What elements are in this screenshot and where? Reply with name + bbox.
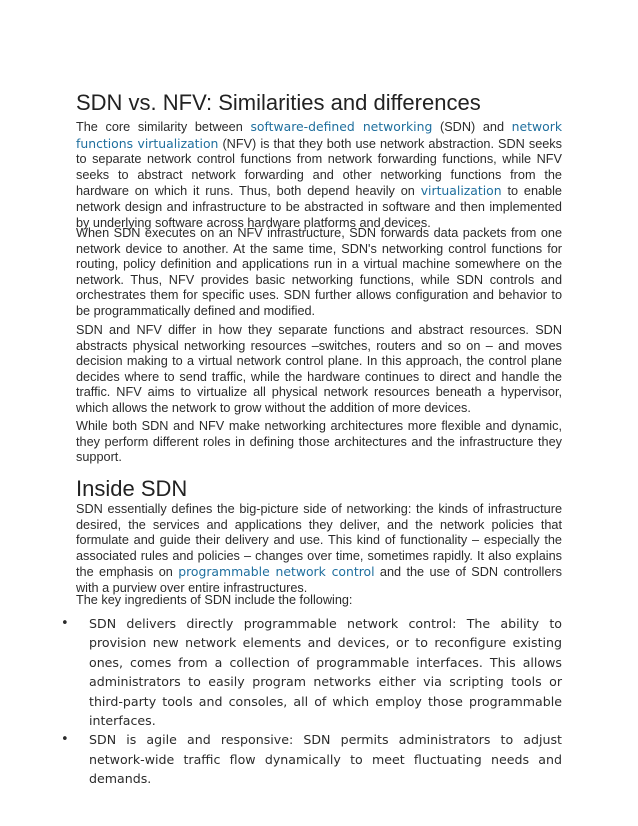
paragraph-key-ingredients: The key ingredients of SDN include the following: xyxy=(76,593,353,607)
paragraph-text: The core similarity between xyxy=(76,120,251,134)
paragraph-sdn-on-nfv: When SDN executes on an NFV infrastructure, SDN forwards data packets from one network device to another. At the same time, SDN's networking control functions for routing, policy definition and applications run in a virtual machine somewhere on the network. Thus, NFV provides basic networking functions, while SDN controls and orchestrates them for specific uses. SDN further allows configuration and behavior to be programmatically defined and modified. xyxy=(76,226,562,318)
bullet-icon: • xyxy=(61,732,69,748)
paragraph-text: to enable network design and infrastructure to be abstracted in software and then implemented by underlying software across hardware platforms and devices. xyxy=(76,184,562,230)
paragraph-core-similarity xyxy=(76,119,562,231)
paragraph-text: (SDN) and xyxy=(432,120,512,134)
paragraph-text: (NFV) is that they both use network abstraction. SDN seeks to separate network control functions from network forwarding functions, while NFV seeks to abstract network forwarding and other networking functions from the hardware on which it runs. Thus, both depend heavily on xyxy=(76,136,562,199)
bullet-icon: • xyxy=(61,616,69,631)
paragraph-inside-sdn xyxy=(76,502,562,597)
paragraph-differences: SDN and NFV differ in how they separate functions and abstract resources. SDN abstracts physical networking resources –switches, routers and so on – and moves decision making to a virtual network control plane. In this approach, the control plane decides where to send traffic, while the hardware continues to direct and handle the traffic. NFV aims to virtualize all physical network resources beneath a hypervisor, which allows the network to grow without the addition of more devices. xyxy=(76,323,562,415)
link-programmable-network-control[interactable]: programmable network control xyxy=(178,564,375,580)
link-software-defined-networking[interactable]: software-defined networking xyxy=(250,119,433,134)
link-network-functions-virtualization[interactable]: network functions virtualization xyxy=(76,119,562,151)
list-item xyxy=(60,730,562,788)
paragraph-text: SDN essentially defines the big-picture side of networking: the kinds of infrastructure desired, the services and applications they deliver, and the network policies that formulate and guide their delivery and use. This kind of functionality – especially the associated rules and policies – changes over time, sometimes rapidly. It also explains the emphasis on xyxy=(76,502,562,580)
section-heading-inside-sdn: Inside SDN xyxy=(76,476,188,501)
list-item xyxy=(60,614,562,730)
list-item-text: SDN delivers directly programmable network control: The ability to provision new network elements and devices, or to reconfigure existing ones, comes from a collection of programmable interfaces. This allows administrators to easily program networks either via scripting tools or third-party tools and consoles, all of which employ those programmable interfaces. xyxy=(89,616,562,729)
page-title: SDN vs. NFV: Similarities and differences xyxy=(76,90,481,115)
paragraph-roles: While both SDN and NFV make networking architectures more flexible and dynamic, they perform different roles in defining those architectures and the infrastructure they support. xyxy=(76,419,562,465)
link-virtualization[interactable]: virtualization xyxy=(420,183,502,199)
ingredients-list xyxy=(60,614,562,789)
paragraph-text: and the use of SDN controllers with a purview over entire infrastructures. xyxy=(76,565,562,595)
list-item-text: SDN is agile and responsive: SDN permits administrators to adjust network-wide traffic flow dynamically to meet fluctuating needs and demands. xyxy=(89,732,562,787)
